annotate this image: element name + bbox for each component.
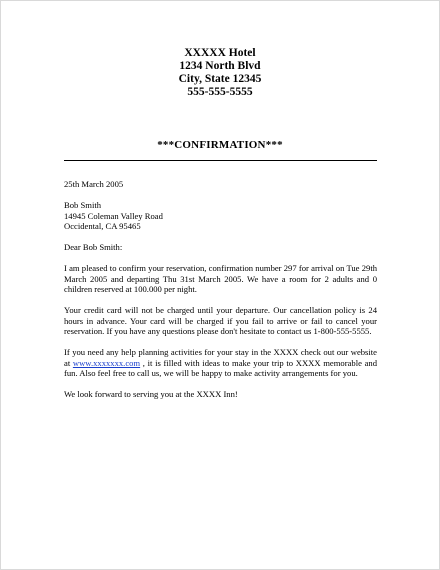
recipient-city: Occidental, CA 95465 bbox=[64, 221, 141, 231]
hotel-name: XXXXX Hotel bbox=[184, 47, 256, 59]
paragraph-activities bbox=[64, 347, 377, 379]
hotel-street: 1234 North Blvd bbox=[179, 60, 261, 72]
closing-line: We look forward to serving you at the XXXX Inn! bbox=[64, 389, 238, 399]
activities-text-after-link: , it is filled with ideas to make your trip to XXXX memorable and fun. Also feel free to call us, we will be happy to make activity arrangements for you. bbox=[64, 357, 377, 378]
website-link[interactable]: www.xxxxxxx.com bbox=[72, 357, 141, 368]
hotel-city-state: City, State 12345 bbox=[178, 73, 262, 85]
hotel-phone: 555-555-5555 bbox=[187, 86, 253, 98]
paragraph-reservation: I am pleased to confirm your reservation, confirmation number 297 for arrival on Tue 29th March 2005 and departing Thu 31st March 2005. We have a room for 2 adults and 0 children reserved at 100.000 per night. bbox=[64, 263, 377, 294]
salutation: Dear Bob Smith: bbox=[64, 242, 123, 252]
paragraph-payment-policy: Your credit card will not be charged until your departure. Our cancellation policy is 24 hours in advance. Your card will be charged if you fail to arrive or fail to cancel your reservation. If you have any questions please don't hesitate to contact us 1-800-555-5555. bbox=[64, 305, 377, 336]
divider-line bbox=[64, 160, 377, 161]
recipient-name: Bob Smith bbox=[64, 200, 102, 210]
confirmation-heading: ***CONFIRMATION*** bbox=[157, 139, 283, 151]
letter-date: 25th March 2005 bbox=[64, 179, 124, 189]
letter-body bbox=[64, 179, 377, 400]
letterhead bbox=[0, 47, 440, 99]
activities-text-before-link: If you need any help planning activities for your stay in the XXXX check out our website at bbox=[64, 347, 377, 368]
recipient-street: 14945 Coleman Valley Road bbox=[64, 210, 163, 221]
